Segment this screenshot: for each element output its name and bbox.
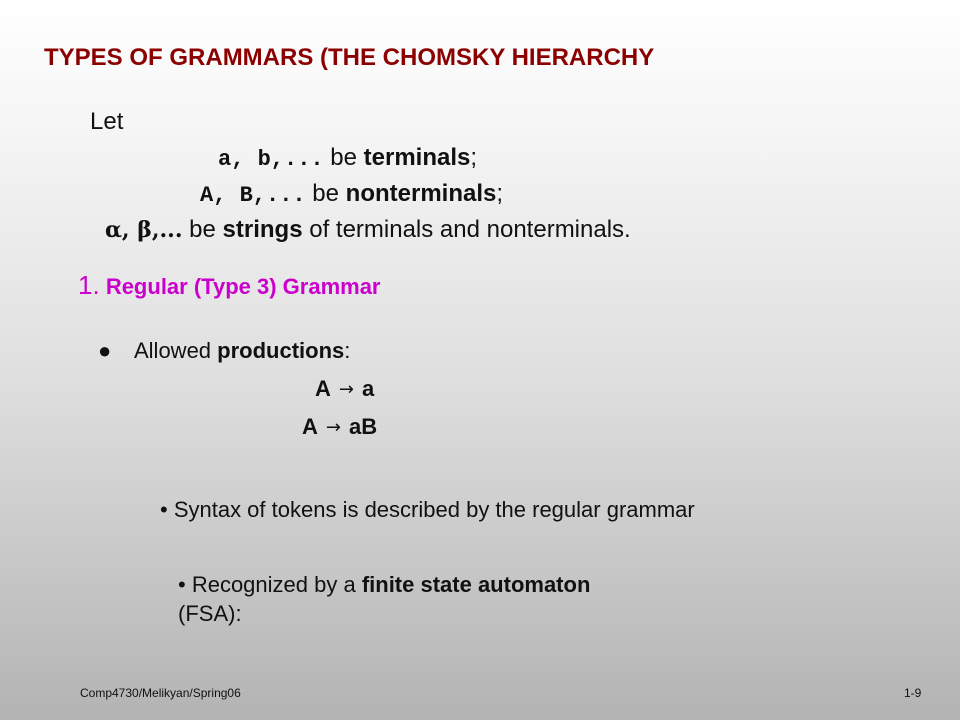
bullet-dot-icon: ● <box>98 338 112 363</box>
definition-connector: be <box>182 216 223 243</box>
bullet-fsa-line2: (FSA): <box>178 601 242 626</box>
definition-connector: be <box>305 180 346 207</box>
bullet-fsa-pre: • Recognized by a <box>178 572 362 597</box>
bullet-syntax-tokens: • Syntax of tokens is described by the regular grammar <box>160 497 695 522</box>
production-lhs: A <box>315 376 331 401</box>
definition-term: terminals <box>363 144 471 171</box>
arrow-icon: → <box>338 379 354 400</box>
definition-term: nonterminals <box>345 180 497 207</box>
definition-connector: be <box>323 144 364 171</box>
terminal-symbols: a, b,... <box>218 147 324 172</box>
bullet-fsa-bold: finite state automaton <box>361 572 591 597</box>
footer-page-number: 1-9 <box>904 686 922 700</box>
bullet-fsa <box>178 570 590 628</box>
footer-course: Comp4730/Melikyan/Spring06 <box>80 686 241 700</box>
arrow-icon: → <box>325 417 341 438</box>
production-rule-1 <box>315 376 374 402</box>
slide-title: TYPES OF GRAMMARS (THE CHOMSKY HIERARCHY <box>44 44 655 71</box>
production-rule-2 <box>302 414 377 440</box>
definition-suffix: ; <box>470 144 478 171</box>
string-symbols: α, β,... <box>105 217 183 243</box>
definition-nonterminals <box>200 180 503 208</box>
nonterminal-symbols: A, B,... <box>200 183 306 208</box>
definition-strings <box>105 216 631 244</box>
intro-text: Let <box>90 108 124 135</box>
definition-terminals <box>218 144 477 172</box>
productions-bullet <box>98 338 350 364</box>
definition-suffix: of terminals and nonterminals. <box>302 216 631 243</box>
bullet-text-post: : <box>344 338 351 363</box>
definition-suffix: ; <box>496 180 504 207</box>
definition-term: strings <box>222 216 303 243</box>
production-lhs: A <box>302 414 318 439</box>
production-rhs: aB <box>348 414 378 439</box>
section-heading <box>78 270 381 301</box>
production-rhs: a <box>361 376 375 401</box>
bullet-text-bold: productions <box>217 338 345 363</box>
section-title: Regular (Type 3) Grammar <box>105 274 381 299</box>
bullet-text-pre: Allowed <box>134 338 218 363</box>
section-number: 1. <box>78 270 100 300</box>
